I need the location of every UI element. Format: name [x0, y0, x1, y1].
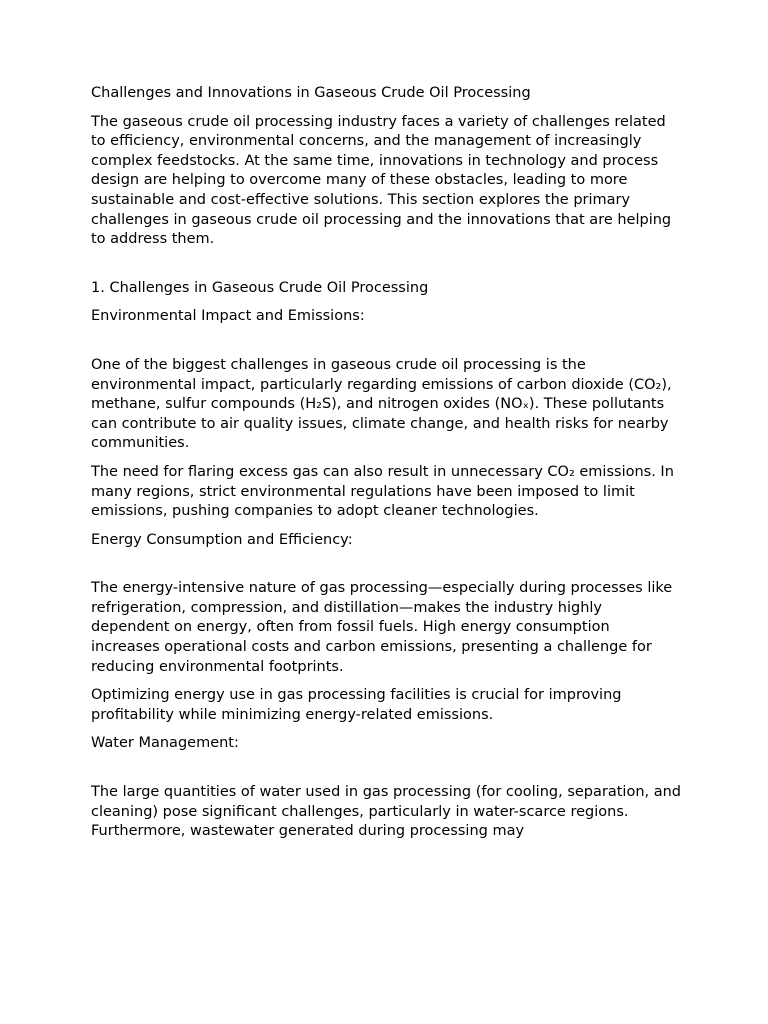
section-heading-challenges: 1. Challenges in Gaseous Crude Oil Processing [91, 279, 429, 296]
energy-paragraph-1: The energy-intensive nature of gas processing—especially during processes like refrigeration, compression, and distillation—makes the industry highly dependent on energy, often from fossil fuels. High energy consumption increases operational costs and carbon emissions, presenting a challenge for reducing environmental footprints. [91, 580, 673, 675]
subheading-energy-consumption: Energy Consumption and Efficiency: [91, 531, 353, 548]
subheading-environmental-impact: Environmental Impact and Emissions: [91, 308, 365, 325]
document-page [91, 84, 681, 851]
intro-paragraph: The gaseous crude oil processing industry faces a variety of challenges related to efficiency, environmental concerns, and the management of increasingly complex feedstocks. At the same time, innovations in technology and process design are helping to overcome many of these obstacles, leading to more sustainable and cost-effective solutions. This section explores the primary challenges in gaseous crude oil processing and the innovations that are helping to address them. [91, 113, 672, 248]
water-paragraph-1: The large quantities of water used in gas processing (for cooling, separation, and cleaning) pose significant challenges, particularly in water-scarce regions. Furthermore, wastewater generated during processing may [91, 784, 682, 840]
environmental-paragraph-2: The need for flaring excess gas can also result in unnecessary CO₂ emissions. In many regions, strict environmental regulations have been imposed to limit emissions, pushing companies to adopt cleaner technologies. [91, 463, 674, 520]
subheading-water-management: Water Management: [91, 735, 239, 752]
document-title: Challenges and Innovations in Gaseous Crude Oil Processing [91, 85, 531, 101]
energy-paragraph-2: Optimizing energy use in gas processing facilities is crucial for improving profitability while minimizing energy-related emissions. [91, 687, 622, 723]
environmental-paragraph-1: One of the biggest challenges in gaseous crude oil processing is the environmental impact, particularly regarding emissions of carbon dioxide (CO₂), methane, sulfur compounds (H₂S), and nitrogen oxides (NOₓ). These pollutants can contribute to air quality issues, climate change, and health risks for nearby communities. [91, 356, 672, 452]
